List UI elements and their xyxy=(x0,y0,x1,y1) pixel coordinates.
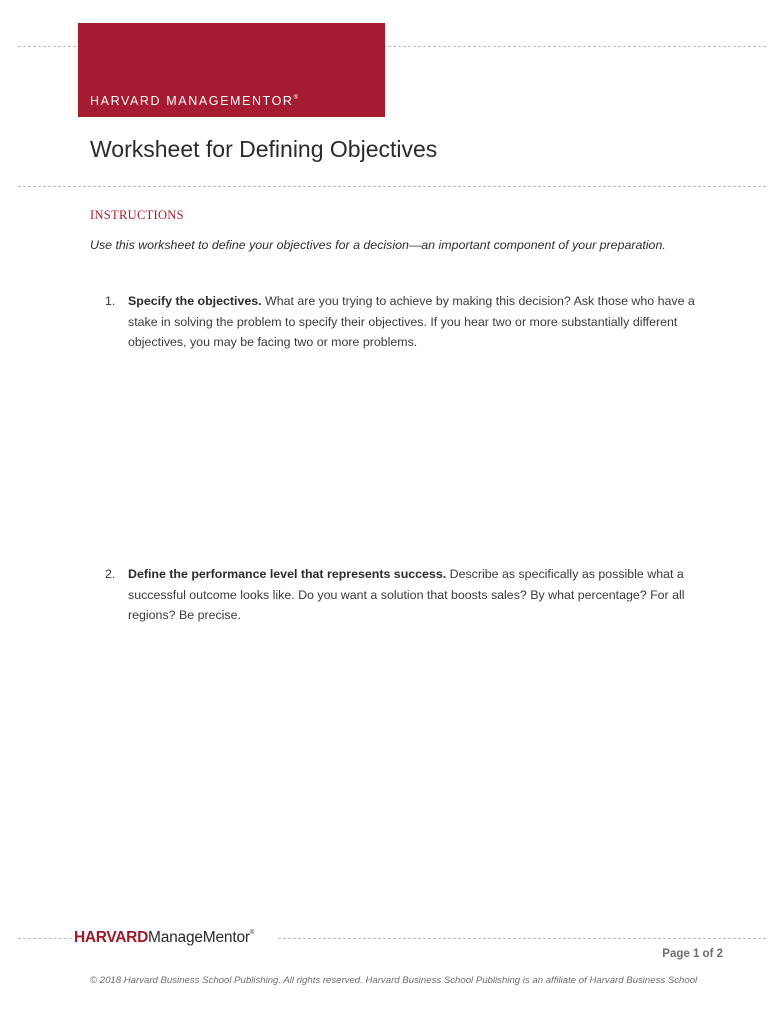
list-item-number: 2. xyxy=(105,567,116,581)
list-item-text: Describe as specifically as possible what a successful outcome looks like. Do you want a solution that boosts sales? By what percentage? For all regions? Be precise. xyxy=(128,567,685,622)
brand-banner xyxy=(78,23,385,117)
copyright-notice: © 2018 Harvard Business School Publishing. All rights reserved. Harvard Business School Publishing is an affiliate of Harvard Business School xyxy=(90,975,698,986)
page-title: Worksheet for Defining Objectives xyxy=(90,136,438,162)
page-number: Page 1 of 2 xyxy=(662,948,723,960)
list-item-text: What are you trying to achieve by making this decision? Ask those who have a stake in solving the problem to specify their objectives. If you hear two or more substantially different objectives, you may be facing two or more problems. xyxy=(128,294,695,349)
footer-divider-right xyxy=(278,938,766,939)
list-item-lead: Define the performance level that represents success. xyxy=(128,567,447,581)
footer-logo xyxy=(74,929,254,947)
list-item-number: 1. xyxy=(105,294,116,308)
footer-logo-managementor: ManageMentor xyxy=(147,929,250,946)
registered-mark: ® xyxy=(293,95,298,101)
footer-divider-left xyxy=(18,938,72,939)
list-item-body xyxy=(128,564,703,626)
list-item-body xyxy=(128,291,703,353)
brand-banner-text: HARVARD MANAGEMENTOR® xyxy=(90,94,298,108)
list-item-lead: Specify the objectives. xyxy=(128,294,262,308)
footer-registered-mark: ® xyxy=(249,930,255,936)
footer-logo-harvard: HARVARD xyxy=(74,929,148,946)
title-divider xyxy=(18,186,766,187)
instructions-intro: Use this worksheet to define your objectives for a decision—an important component of your preparation. xyxy=(90,238,666,252)
instructions-heading: INSTRUCTIONS xyxy=(90,208,184,222)
